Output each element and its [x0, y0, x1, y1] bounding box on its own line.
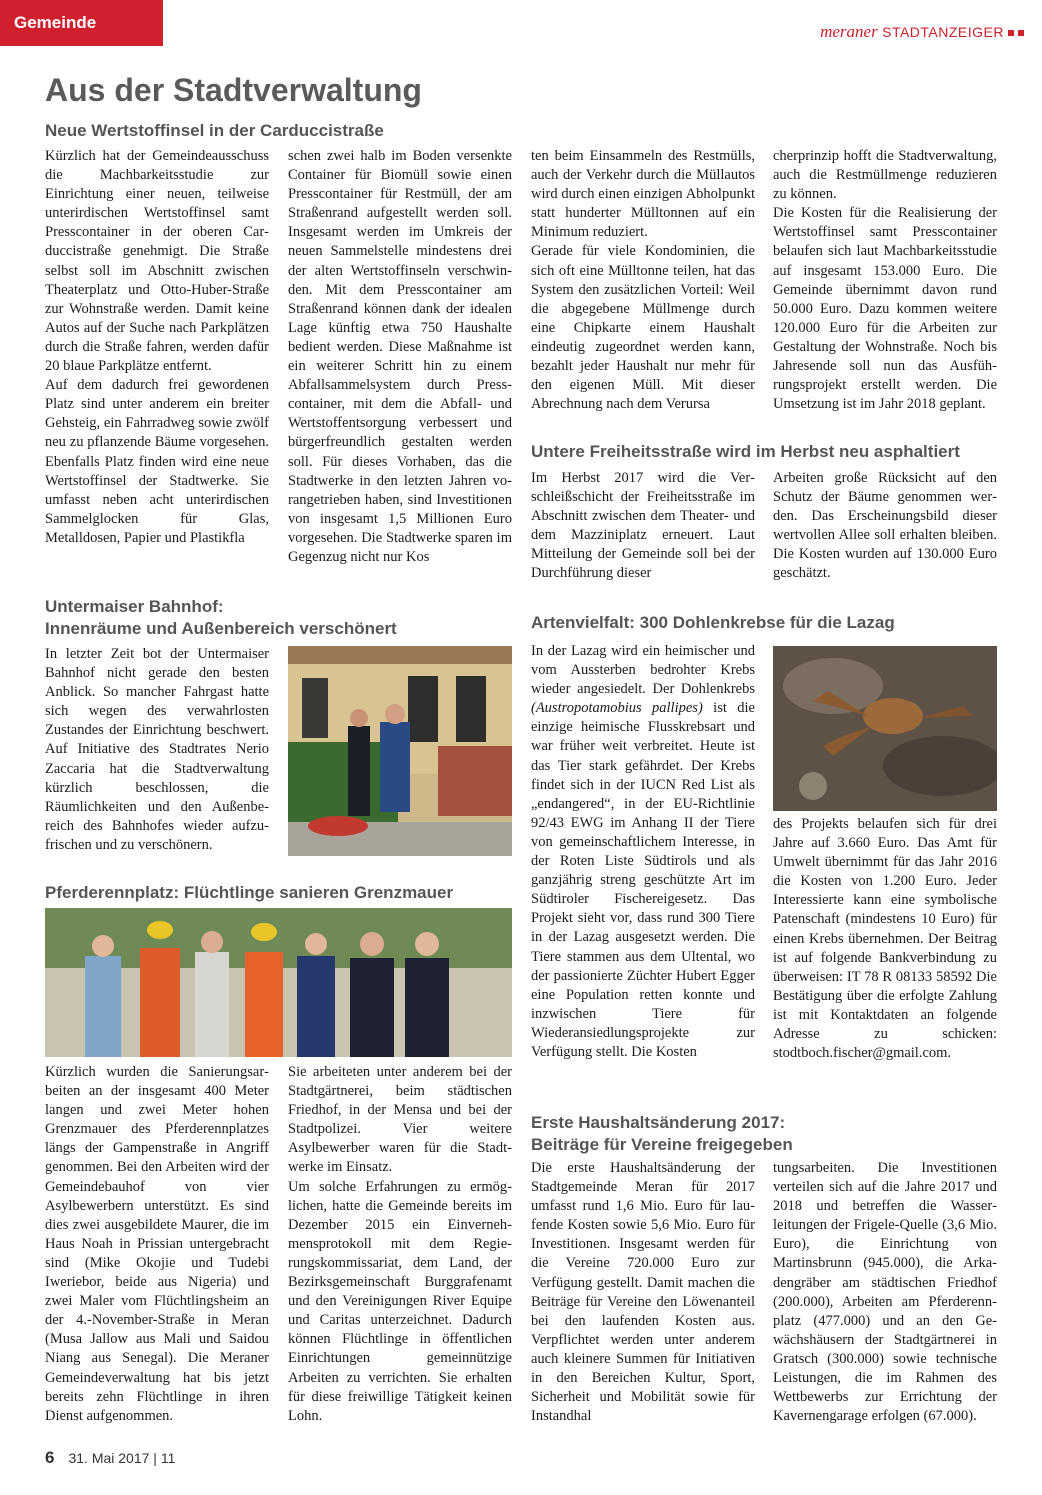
paragraph: Die erste Haushaltsänderung der Stadtgemeinde Meran für 2017 umfasst rund 1,6 Mio. Euro für laufende Kosten sowie 5,6 Mio. Euro für Investitionen. Insgesamt werden für die Vereine 720.000 Euro zur Verfügung gestellt. Damit machen die Beiträge für Vereine den Löwenanteil bei den laufenden Kosten aus. Verpflichtet werden unter anderem auch kleinere Summen für Initiativen in den Bereichen Kultur, Sport, Sicherheit und Mobilität sowie für Instandhal — [531, 1160, 755, 1425]
paragraph: cherprinzip hofft die Stadtverwaltung, auch die Restmüllmenge reduzieren zu können. — [773, 148, 997, 203]
page-footer — [45, 1448, 175, 1468]
paragraph: Auf dem dadurch frei gewordenen Platz sind unter anderem ein breiter Gehsteig, ein Fahrradweg sowie zwölf neu zu pflanzende Bäume vorgesehen. Ebenfalls Platz finden wird eine neue Wertstoffinsel der Stadtwerke. Sie umfasst neben acht unterirdischen Sammelglocken für Glas, Metalldosen, Papier und Plastikfla — [45, 377, 269, 546]
text-run: ist die einzige heimische Flusskrebsart und war früher weit verbreitet. Heute ist das Tier stark gefährdet. Der Krebs findet sich in der IUCN Red List als „endangered“, in der EU-Richtlinie 92/43 EWG im Anhang II der Tiere von gemeinschaftlichem Interesse, in der Roten Liste Südtirols und als ganzjährig streng geschützte Art im Südtiroler Fischereigesetz. Das Projekt sieht vor, dass rund 300 Tiere in der Lazag ausgesetzt werden. Die Tiere stammen aus dem Ultental, wo der passionierte Züchter Hubert Egger eine Population retten konnte und inzwischen Tiere für Wiederansiedlungsprojekte zur Verfügung stellt. Die Kosten — [531, 700, 755, 1060]
paragraph: Die Kosten für die Realisierung der Wertstoffinsel samt Presscontainer belaufen sich laut Machbarkeitsstudie auf insgesamt 153.000 Euro. Die Gemeinde übernimmt davon rund 50.000 Euro. Dazu kommen weitere 120.000 Euro für die Arbeiten zur Gestaltung der Wohnstraße. Noch bis Jahresende soll nun das Ausführungsprojekt erstellt werden. Die Umsetzung ist im Jahr 2018 geplant. — [773, 205, 997, 413]
article-column — [773, 815, 997, 1063]
paragraph: des Projekts belaufen sich für drei Jahre auf 3.660 Euro. Das Amt für Umwelt übernimmt für das Jahr 2016 die Kosten von 1.200 Euro. Jeder Interessierte kann eine symbolische Patenschaft (mindestens 10 Euro) für einen Krebs übernehmen. Der Beitrag ist auf folgende Bankverbindung zu überweisen: IT 78 R 08133 58592 Die Bestätigung über die erfolgte Zahlung ist mit Kontaktdaten an folgende Adresse zu schicken: stodtboch.fischer@gmail.com. — [773, 816, 997, 1062]
paragraph: ten beim Einsammeln des Restmülls, auch der Verkehr durch die Müllautos wird durch einen einzigen Abholpunkt statt hunderter Mülltonnen auf ein Minimum reduziert. — [531, 148, 755, 241]
brand-square-icon — [1008, 30, 1014, 36]
publication-brand — [820, 22, 1024, 42]
article-column — [531, 147, 755, 414]
brand-name: meraner — [820, 22, 878, 41]
article-column — [288, 147, 512, 567]
heading-line: Untermaiser Bahnhof: — [45, 597, 224, 616]
paragraph — [531, 642, 755, 1062]
article-column — [45, 147, 269, 548]
species-name: (Austropotamobius pallipes) — [531, 700, 703, 717]
article-heading-dohlenkrebse: Artenvielfalt: 300 Dohlenkrebse für die Lazag — [531, 613, 895, 632]
article-heading-freiheitsstrasse: Untere Freiheitsstraße wird im Herbst neu asphaltiert — [531, 442, 960, 461]
paragraph: schen zwei halb im Boden versenkte Container für Biomüll sowie einen Presscontainer für Restmüll, der am Straßenrand aufgestellt werden soll. Insgesamt werden im Umkreis der neuen Sammelstelle mindestens drei der alten Wertstoffinseln verschwinden. Mit dem Presscontainer am Straßenrand können dank der idealen Lage künftig etwa 750 Haushalte bedient werden. Diese Maßnahme ist ein weiterer Schritt hin zu einem Abfallsammelsystem durch Presscontainer, mit dem die Abfall- und Wertstoffentsorgung verbessert und bürgerfreundlich gestalten werden soll. Für dieses Vorhaben, das die Stadtwerke in den letzten Jahren vorangetrieben haben, sind Investitionen von insgesamt 1,5 Millionen Euro vorgesehen. Die Stadtwerke sparen im Gegenzug nicht nur Kos — [288, 148, 512, 565]
article-heading-haushaltsaenderung — [531, 1112, 793, 1156]
paragraph: Kürzlich wurden die Sanierungsarbeiten an der insgesamt 400 Meter langen und zwei Meter hohen Grenzmauer des Pferderennplatzes längs der Gampenstraße in Angriff genommen. Bei den Arbeiten wird der Gemeindebauhof von vier Asylbewerbern unterstützt. Es sind dies zwei ausgebildete Maurer, die im Haus Noah in Prissian untergebracht sind (Mike Okojie und Tudebi Iweriebor, beide aus Nigeria) und zwei Maler vom Flüchtlingsheim an der 4.-November-Straße in Meran (Musa Jallow aus Mali und Saidou Niang aus Senegal). Die Meraner Gemeindeverwaltung hat bis jetzt bereits zehn Flüchtlinge in ihren Dienst aufgenommen. — [45, 1064, 269, 1424]
brand-sub: STADTANZEIGER — [882, 24, 1004, 40]
article-heading-wertstoffinsel: Neue Wertstoffinsel in der Carduccistraße — [45, 121, 384, 140]
article-column — [531, 469, 755, 584]
heading-line: Beiträge für Vereine freigegeben — [531, 1135, 793, 1154]
page-title: Aus der Stadtverwaltung — [45, 72, 422, 108]
brand-square-icon — [1018, 30, 1024, 36]
paragraph: Gerade für viele Kondominien, die sich oft eine Mülltonne teilen, hat das System den zusätzlichen Vorteil: Weil die abgegebene Müllmenge durch eine Chipkarte einem Haushalt eindeutig zugeordnet werden kann, bezahlt jeder Haushalt nur mehr für den eigenen Müll. Mit dieser Abrechnung nach dem Verursa — [531, 243, 755, 413]
article-column — [531, 642, 755, 1062]
article-column — [773, 469, 997, 584]
article-column — [773, 1159, 997, 1426]
paragraph: tungsarbeiten. Die Investitionen verteilen sich auf die Jahre 2017 und 2018 und betreffen die Wasserleitungen der Frigele-Quelle (3,6 Mio. Euro), die Einrichtung von Martinsbrunn (945.000), die Arkadengräber am städtischen Friedhof (200.000), Arbeiten am Pferderennplatz (477.000) und an den Gewächshäusern der Stadtgärtnerei in Gratsch (300.000) sowie technische Leistungen, die im Rahmen des Wettbewerbs zur Errichtung der Kavernengarage erfolgen (67.000). — [773, 1160, 997, 1425]
article-column — [288, 1063, 512, 1426]
heading-line: Erste Haushaltsänderung 2017: — [531, 1113, 786, 1132]
photo-group-workers — [45, 908, 512, 1057]
article-column — [45, 1063, 269, 1426]
paragraph: Im Herbst 2017 wird die Verschleißschicht der Freiheitsstraße im Abschnitt zwischen dem Theater- und dem Mazziniplatz erneuert. Laut Mitteilung der Gemeinde soll bei der Durchführung dieser — [531, 470, 755, 582]
photo-crayfish — [773, 646, 997, 811]
paragraph: Arbeiten große Rücksicht auf den Schutz der Bäume genommen werden. Das Erscheinungsbild dieser wertvollen Allee soll erhalten bleiben. Die Kosten wurden auf 130.000 Euro geschätzt. — [773, 470, 997, 582]
issue-date: 31. Mai 2017 | 11 — [68, 1450, 176, 1466]
paragraph: Sie arbeiteten unter anderem bei der Stadtgärtnerei, beim städtischen Friedhof, in der Mensa und bei der Stadtpolizei. Vier weitere Asylbewerber waren für die Stadtwerke im Einsatz. — [288, 1064, 512, 1176]
text-run: In der Lazag wird ein heimischer und vom Aussterben bedrohter Krebs wieder angesiedelt. Der Dohlenkrebs — [531, 643, 755, 698]
article-column — [45, 645, 269, 855]
article-heading-bahnhof — [45, 596, 397, 640]
paragraph: Um solche Erfahrungen zu ermöglichen, hatte die Gemeinde bereits im Dezember 2015 ein Einvernehmensprotokoll mit dem Regierungskommissariat, dem Land, der Bezirksgemeinschaft Burggrafenamt und den Vereinigungen River Equipe und Caritas unterzeichnet. Dadurch können Flüchtlinge in öffentlichen Einrichtungen gemeinnützige Arbeiten zu verrichten. Sie erhalten für diese freiwillige Tätigkeit keinen Lohn. — [288, 1178, 512, 1424]
article-column — [773, 147, 997, 414]
article-heading-pferderennplatz: Pferderennplatz: Flüchtlinge sanieren Grenzmauer — [45, 883, 454, 902]
heading-line: Innenräume und Außenbereich verschönert — [45, 619, 397, 638]
photo-train-station — [288, 646, 512, 856]
paragraph: Kürzlich hat der Gemeindeausschuss die Machbarkeitsstudie zur Einrichtung einer neuen, teilweise unterirdischen Wertstoffinsel samt Presscontainer in der oberen Carduccistraße genehmigt. Die Straße selbst soll im Abschnitt zwischen Theaterplatz und Otto-Huber-Straße zur Wohnstraße werden. Damit keine Autos auf der Suche nach Parkplätzen durch die Straße fahren, werden dafür 20 blaue Parkplätze entfernt. — [45, 148, 269, 375]
section-tab: Gemeinde — [0, 0, 163, 46]
page-number: 6 — [45, 1448, 55, 1467]
article-column — [531, 1159, 755, 1426]
paragraph: In letzter Zeit bot der Untermaiser Bahnhof nicht gerade den besten Anblick. So mancher Fahrgast hatte sich wegen des verwahrlosten Zustandes der Einrichtung beschwert. Auf Initiative des Stadtrates Nerio Zaccaria hat die Stadtverwaltung kürzlich beschlossen, die Räumlichkeiten und den Außenbereich des Bahnhofes wieder aufzufrischen und zu verschönern. — [45, 646, 269, 853]
